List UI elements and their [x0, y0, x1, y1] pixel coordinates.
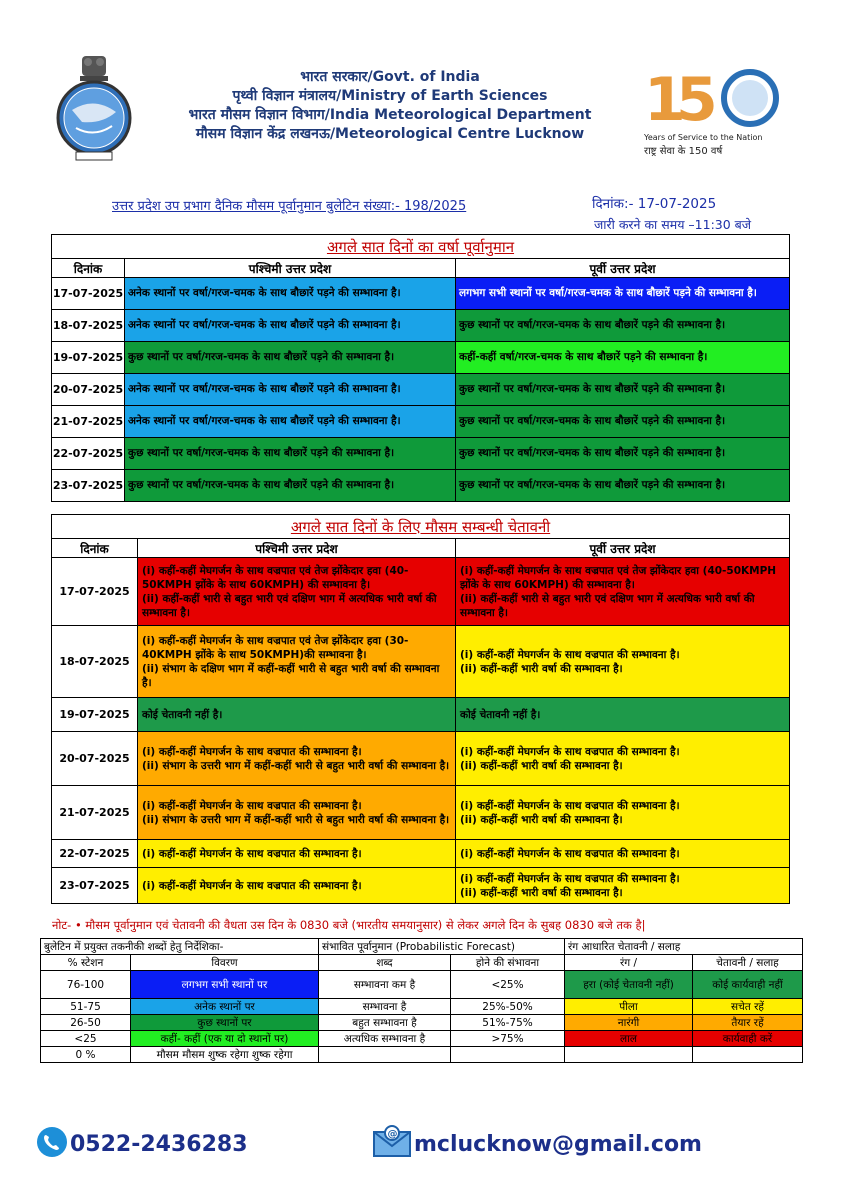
- desc: कुछ स्थानों पर: [131, 1015, 319, 1031]
- east-forecast: कुछ स्थानों पर वर्षा/गरज-चमक के साथ बौछारें पड़ने की सम्भावना है।: [456, 438, 790, 470]
- station-pct: <25: [41, 1031, 131, 1047]
- warning-line: (i) कहीं-कहीं मेघगर्जन के साथ वज्रपात की सम्भावना है।: [460, 799, 680, 812]
- legend-row: [41, 1031, 803, 1047]
- table-row: [52, 310, 790, 342]
- west-warning: [138, 626, 456, 698]
- row-date: 19-07-2025: [52, 698, 138, 732]
- desc: लगभग सभी स्थानों पर: [131, 971, 319, 999]
- warnings-heading: अगले सात दिनों के लिए मौसम सम्बन्धी चेतावनी: [52, 515, 790, 539]
- row-date: 22-07-2025: [52, 840, 138, 868]
- row-date: 20-07-2025: [52, 732, 138, 786]
- advice: तैयार रहें: [693, 1015, 803, 1031]
- phone-icon: [36, 1126, 68, 1158]
- east-warning: [456, 626, 790, 698]
- color-name: नारंगी: [565, 1015, 693, 1031]
- warning-line: कोई चेतावनी नहीं है।: [142, 708, 223, 721]
- east-forecast: कुछ स्थानों पर वर्षा/गरज-चमक के साथ बौछारें पड़ने की सम्भावना है।: [456, 406, 790, 438]
- warning-line: (i) कहीं-कहीं मेघगर्जन के साथ वज्रपात की सम्भावना है।: [460, 872, 680, 885]
- row-date: 20-07-2025: [52, 374, 125, 406]
- contact-phone[interactable]: 0522-2436283: [70, 1132, 248, 1157]
- west-warning: [138, 786, 456, 840]
- west-warning: [138, 558, 456, 626]
- west-forecast: अनेक स्थानों पर वर्षा/गरज-चमक के साथ बौछारें पड़ने की सम्भावना है।: [125, 406, 456, 438]
- row-date: 18-07-2025: [52, 626, 138, 698]
- warning-line: (i) कहीं-कहीं मेघगर्जन के साथ वज्रपात की सम्भावना है।: [142, 799, 362, 812]
- east-warning: [456, 868, 790, 904]
- email-icon: [372, 1124, 412, 1158]
- word: सम्भावना है: [319, 999, 451, 1015]
- col-east-header: पूर्वी उत्तर प्रदेश: [456, 259, 790, 278]
- color-name: [565, 1047, 693, 1063]
- color-name: हरा (कोई चेतावनी नहीं): [565, 971, 693, 999]
- department-line: भारत मौसम विज्ञान विभाग/India Meteorological Department: [188, 107, 592, 123]
- warning-line: (i) कहीं-कहीं मेघगर्जन के साथ वज्रपात की सम्भावना है।: [460, 847, 680, 860]
- issue-time: जारी करने का समय –11:30 बजे: [594, 217, 752, 232]
- table-row: [52, 868, 790, 904]
- warning-line: (ii) कहीं-कहीं भारी वर्षा की सम्भावना है।: [460, 662, 623, 675]
- warning-line: (i) कहीं-कहीं मेघगर्जन के साथ वज्रपात की सम्भावना है।: [460, 745, 680, 758]
- rain-forecast-heading: अगले सात दिनों का वर्षा पूर्वानुमान: [52, 235, 790, 259]
- chance-header: होने की संभावना: [451, 955, 565, 971]
- warning-line: (i) कहीं-कहीं मेघगर्जन के साथ वज्रपात की सम्भावना है।: [142, 745, 362, 758]
- east-warning: [456, 732, 790, 786]
- west-forecast: अनेक स्थानों पर वर्षा/गरज-चमक के साथ बौछारें पड़ने की सम्भावना है।: [125, 310, 456, 342]
- west-forecast: अनेक स्थानों पर वर्षा/गरज-चमक के साथ बौछारें पड़ने की सम्भावना है।: [125, 278, 456, 310]
- warning-line: (i) कहीं-कहीं मेघगर्जन के साथ वज्रपात की सम्भावना है।: [460, 648, 680, 661]
- warning-line: (ii) कहीं-कहीं भारी वर्षा की सम्भावना है।: [460, 759, 623, 772]
- east-warning: [456, 698, 790, 732]
- col-west-header: पश्चिमी उत्तर प्रदेश: [125, 259, 456, 278]
- west-warning: [138, 868, 456, 904]
- col-date-header: दिनांक: [52, 259, 125, 278]
- advice: कोई कार्यवाही नहीं: [693, 971, 803, 999]
- table-row: [52, 406, 790, 438]
- ashoka-lion-icon: [80, 56, 108, 81]
- table-row: [52, 698, 790, 732]
- west-forecast: कुछ स्थानों पर वर्षा/गरज-चमक के साथ बौछारें पड़ने की सम्भावना है।: [125, 342, 456, 374]
- legend-row: [41, 1047, 803, 1063]
- color-name: पीला: [565, 999, 693, 1015]
- east-warning: [456, 786, 790, 840]
- warning-line: (ii) कहीं-कहीं भारी से बहुत भारी एवं दक्षिण भाग में अत्यधिक भारी वर्षा की सम्भावना है।: [142, 592, 437, 619]
- word-header: शब्द: [319, 955, 451, 971]
- station-pct: 51-75: [41, 999, 131, 1015]
- legend-table: [40, 938, 803, 1063]
- chance: <25%: [451, 971, 565, 999]
- prob-title: संभावित पूर्वानुमान (Probabilistic Forecast): [319, 939, 565, 955]
- west-warning: [138, 732, 456, 786]
- bulletin-title: उत्तर प्रदेश उप प्रभाग दैनिक मौसम पूर्वानुमान बुलेटिन संख्या:- 198/2025: [112, 199, 467, 214]
- row-date: 19-07-2025: [52, 342, 125, 374]
- table-row: [52, 558, 790, 626]
- row-date: 22-07-2025: [52, 438, 125, 470]
- advice-header: चेतावनी / सलाह: [693, 955, 803, 971]
- warning-line: कोई चेतावनी नहीं है।: [460, 708, 541, 721]
- table-row: [52, 278, 790, 310]
- svg-text:5: 5: [676, 65, 718, 135]
- imd-emblem-logo: [42, 52, 146, 164]
- station-pct: 26-50: [41, 1015, 131, 1031]
- east-warning: [456, 840, 790, 868]
- row-date: 17-07-2025: [52, 278, 125, 310]
- table-row: [52, 786, 790, 840]
- col-date-header: दिनांक: [52, 539, 138, 558]
- word: सम्भावना कम है: [319, 971, 451, 999]
- col-west-header: पश्चिमी उत्तर प्रदेश: [138, 539, 456, 558]
- org-header: [150, 68, 630, 144]
- advice: कार्यवाही करें: [693, 1031, 803, 1047]
- warning-line: (i) कहीं-कहीं मेघगर्जन के साथ वज्रपात की सम्भावना है।: [142, 879, 362, 892]
- chance: >75%: [451, 1031, 565, 1047]
- advice: [693, 1047, 803, 1063]
- east-forecast: कुछ स्थानों पर वर्षा/गरज-चमक के साथ बौछारें पड़ने की सम्भावना है।: [456, 374, 790, 406]
- east-forecast: लगभग सभी स्थानों पर वर्षा/गरज-चमक के साथ बौछारें पड़ने की सम्भावना है।: [456, 278, 790, 310]
- station-pct: 76-100: [41, 971, 131, 999]
- logo150-tagline-hi: राष्ट्र सेवा के 150 वर्ष: [644, 146, 723, 157]
- row-date: 21-07-2025: [52, 406, 125, 438]
- legend-row: [41, 999, 803, 1015]
- west-forecast: कुछ स्थानों पर वर्षा/गरज-चमक के साथ बौछारें पड़ने की सम्भावना है।: [125, 470, 456, 502]
- validity-note: नोट- • मौसम पूर्वानुमान एवं चेतावनी की वैधता उस दिन के 0830 बजे (भारतीय समयानुसार) से लेकर अगले दिन के सुबह 0830 बजे तक है|: [52, 918, 646, 932]
- east-forecast: कहीं-कहीं वर्षा/गरज-चमक के साथ बौछारें पड़ने की सम्भावना है।: [456, 342, 790, 374]
- col-east-header: पूर्वी उत्तर प्रदेश: [456, 539, 790, 558]
- govt-line: भारत सरकार/Govt. of India: [300, 69, 480, 85]
- warning-line: (ii) कहीं-कहीं भारी वर्षा की सम्भावना है।: [460, 813, 623, 826]
- warning-line: (ii) संभाग के उत्तरी भाग में कहीं-कहीं भारी से बहुत भारी वर्षा की सम्भावना है।: [142, 813, 450, 826]
- warning-line: (ii) कहीं-कहीं भारी वर्षा की सम्भावना है।: [460, 886, 623, 899]
- warning-line: (i) कहीं-कहीं मेघगर्जन के साथ वज्रपात एवं तेज झोंकेदार हवा (30-40KMPH झोंके के साथ 50KMPH)की सम्भावना है।: [142, 634, 409, 661]
- warning-line: (i) कहीं-कहीं मेघगर्जन के साथ वज्रपात एवं तेज झोंकेदार हवा (40-50KMPH झोंके के साथ 60KMPH) की सम्भावना है।: [142, 564, 409, 591]
- warning-line: (ii) संभाग के उत्तरी भाग में कहीं-कहीं भारी से बहुत भारी वर्षा की सम्भावना है।: [142, 759, 450, 772]
- guide-title: बुलेटिन में प्रयुक्त तकनीकी शब्दों हेतु निर्देशिका-: [41, 939, 319, 955]
- east-forecast: कुछ स्थानों पर वर्षा/गरज-चमक के साथ बौछारें पड़ने की सम्भावना है।: [456, 470, 790, 502]
- table-row: [52, 840, 790, 868]
- advice: सचेत रहें: [693, 999, 803, 1015]
- word: बहुत सम्भावना है: [319, 1015, 451, 1031]
- row-date: 23-07-2025: [52, 868, 138, 904]
- legend-row: [41, 1015, 803, 1031]
- west-warning: [138, 698, 456, 732]
- contact-email[interactable]: mclucknow@gmail.com: [414, 1132, 702, 1157]
- row-date: 21-07-2025: [52, 786, 138, 840]
- svg-text:@: @: [387, 1129, 398, 1140]
- table-row: [52, 438, 790, 470]
- legend-row: [41, 971, 803, 999]
- centre-line: मौसम विज्ञान केंद्र लखनऊ/Meteorological Centre Lucknow: [195, 126, 585, 142]
- table-row: [52, 470, 790, 502]
- color-header: रंग /: [565, 955, 693, 971]
- chance: 25%-50%: [451, 999, 565, 1015]
- west-forecast: अनेक स्थानों पर वर्षा/गरज-चमक के साथ बौछारें पड़ने की सम्भावना है।: [125, 374, 456, 406]
- svg-text:1: 1: [644, 65, 686, 135]
- rain-forecast-table: [51, 234, 790, 502]
- table-row: [52, 732, 790, 786]
- warning-line: (ii) कहीं-कहीं भारी से बहुत भारी एवं दक्षिण भाग में अत्यधिक भारी वर्षा की सम्भावना है।: [460, 592, 755, 619]
- ministry-line: पृथ्वी विज्ञान मंत्रालय/Ministry of Earth Sciences: [232, 88, 548, 104]
- logo150-tagline-en: Years of Service to the Nation: [644, 133, 763, 142]
- table-row: [52, 342, 790, 374]
- color-title: रंग आधारित चेतावनी / सलाह: [565, 939, 803, 955]
- color-name: लाल: [565, 1031, 693, 1047]
- east-warning: [456, 558, 790, 626]
- row-date: 17-07-2025: [52, 558, 138, 626]
- east-forecast: कुछ स्थानों पर वर्षा/गरज-चमक के साथ बौछारें पड़ने की सम्भावना है।: [456, 310, 790, 342]
- desc-header: विवरण: [131, 955, 319, 971]
- warning-line: (i) कहीं-कहीं मेघगर्जन के साथ वज्रपात की सम्भावना है।: [142, 847, 362, 860]
- bulletin-date: दिनांक:- 17-07-2025: [592, 196, 717, 212]
- warning-line: (ii) संभाग के दक्षिण भाग में कहीं-कहीं भारी से बहुत भारी वर्षा की सम्भावना है।: [142, 662, 440, 689]
- table-row: [52, 374, 790, 406]
- desc: मौसम मौसम शुष्क रहेगा शुष्क रहेगा: [131, 1047, 319, 1063]
- west-forecast: कुछ स्थानों पर वर्षा/गरज-चमक के साथ बौछारें पड़ने की सम्भावना है।: [125, 438, 456, 470]
- row-date: 18-07-2025: [52, 310, 125, 342]
- station-header: % स्टेशन: [41, 955, 131, 971]
- table-row: [52, 626, 790, 698]
- west-warning: [138, 840, 456, 868]
- imd-150-years-logo: [640, 58, 790, 158]
- chance: [451, 1047, 565, 1063]
- warning-line: (i) कहीं-कहीं मेघगर्जन के साथ वज्रपात एवं तेज झोंकेदार हवा (40-50KMPH झोंके के साथ 60KMPH) की सम्भावना है।: [460, 564, 777, 591]
- station-pct: 0 %: [41, 1047, 131, 1063]
- weather-warnings-table: [51, 514, 790, 904]
- word: [319, 1047, 451, 1063]
- row-date: 23-07-2025: [52, 470, 125, 502]
- desc: अनेक स्थानों पर: [131, 999, 319, 1015]
- word: अत्यधिक सम्भावना है: [319, 1031, 451, 1047]
- desc: कहीं- कहीं (एक या दो स्थानों पर): [131, 1031, 319, 1047]
- chance: 51%-75%: [451, 1015, 565, 1031]
